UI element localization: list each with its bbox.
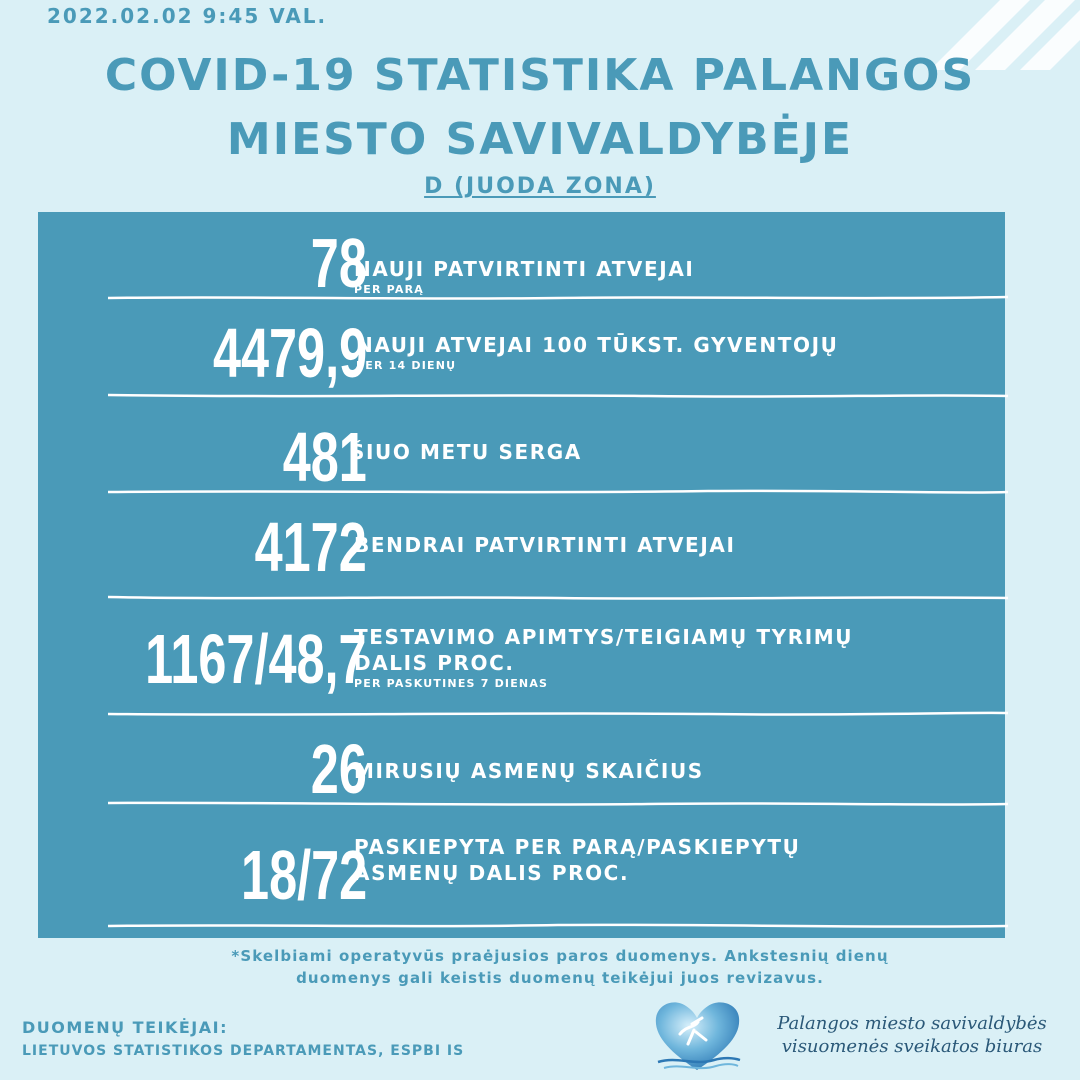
stat-value: 4479,9 [212, 314, 367, 392]
report-datetime: 2022.02.02 9:45 VAL. [47, 4, 328, 28]
data-providers [22, 1018, 464, 1059]
row-divider [108, 710, 1008, 718]
stat-label-text: PASKIEPYTA PER PARĄ/PASKIEPYTŲ [354, 835, 801, 859]
stat-value: 26 [310, 730, 367, 808]
page-title-line2: MIESTO SAVIVALDYBĖJE [226, 114, 854, 165]
stat-label-text: NAUJI PATVIRTINTI ATVEJAI [354, 257, 695, 281]
stat-label [350, 439, 990, 465]
stat-label [354, 758, 994, 784]
row-divider [108, 922, 1008, 930]
providers-heading: DUOMENŲ TEIKĖJAI: [22, 1018, 228, 1037]
stat-sublabel: PER PASKUTINES 7 DIENAS [354, 677, 549, 690]
stat-label [354, 834, 994, 886]
row-divider [108, 392, 1008, 400]
stat-label [354, 624, 994, 693]
footnote [100, 946, 1020, 990]
stat-label [354, 532, 994, 558]
stat-value: 1167/48,7 [145, 620, 367, 698]
footnote-line1: *Skelbiami operatyvūs praėjusios paros duomenys. Ankstesnių dienų [231, 947, 889, 965]
stat-value: 78 [310, 224, 367, 302]
stat-label-text: NAUJI ATVEJAI 100 TŪKST. GYVENTOJŲ [356, 333, 839, 357]
organization-name-line2: visuomenės sveikatos biuras [781, 1036, 1043, 1058]
zone-label: D (JUODA ZONA) [424, 174, 656, 199]
stat-label [354, 256, 994, 299]
page-title-line1: COVID-19 STATISTIKA PALANGOS [104, 50, 976, 101]
stat-value: 4172 [254, 508, 367, 586]
heart-runner-logo-icon [650, 996, 745, 1076]
providers-text: LIETUVOS STATISTIKOS DEPARTAMENTAS, ESPBI IS [22, 1043, 465, 1059]
stat-label-text: TESTAVIMO APIMTYS/TEIGIAMŲ TYRIMŲ [354, 625, 854, 649]
row-divider [108, 594, 1008, 602]
stat-value: 18/72 [240, 836, 367, 914]
stat-sublabel: PER 14 DIENŲ [356, 359, 457, 372]
stat-label-text-2: DALIS PROC. [354, 651, 515, 675]
stat-label-text: ŠIUO METU SERGA [350, 440, 582, 464]
stat-label-text: BENDRAI PATVIRTINTI ATVEJAI [354, 533, 736, 557]
stat-label-text: MIRUSIŲ ASMENŲ SKAIČIUS [354, 759, 704, 783]
footnote-line2: duomenys gali keistis duomenų teikėjui juos revizavus. [296, 968, 824, 987]
row-divider [108, 294, 1008, 302]
stat-label-text-2: ASMENŲ DALIS PROC. [354, 861, 630, 885]
stats-panel [38, 212, 1005, 938]
stat-value: 481 [282, 418, 367, 496]
stat-sublabel: PER PARĄ [354, 283, 425, 296]
organization-name [752, 1012, 1072, 1059]
stat-label [356, 332, 996, 375]
row-divider [108, 800, 1008, 808]
organization-name-line1: Palangos miesto savivaldybės [777, 1013, 1047, 1034]
row-divider [108, 488, 1008, 496]
